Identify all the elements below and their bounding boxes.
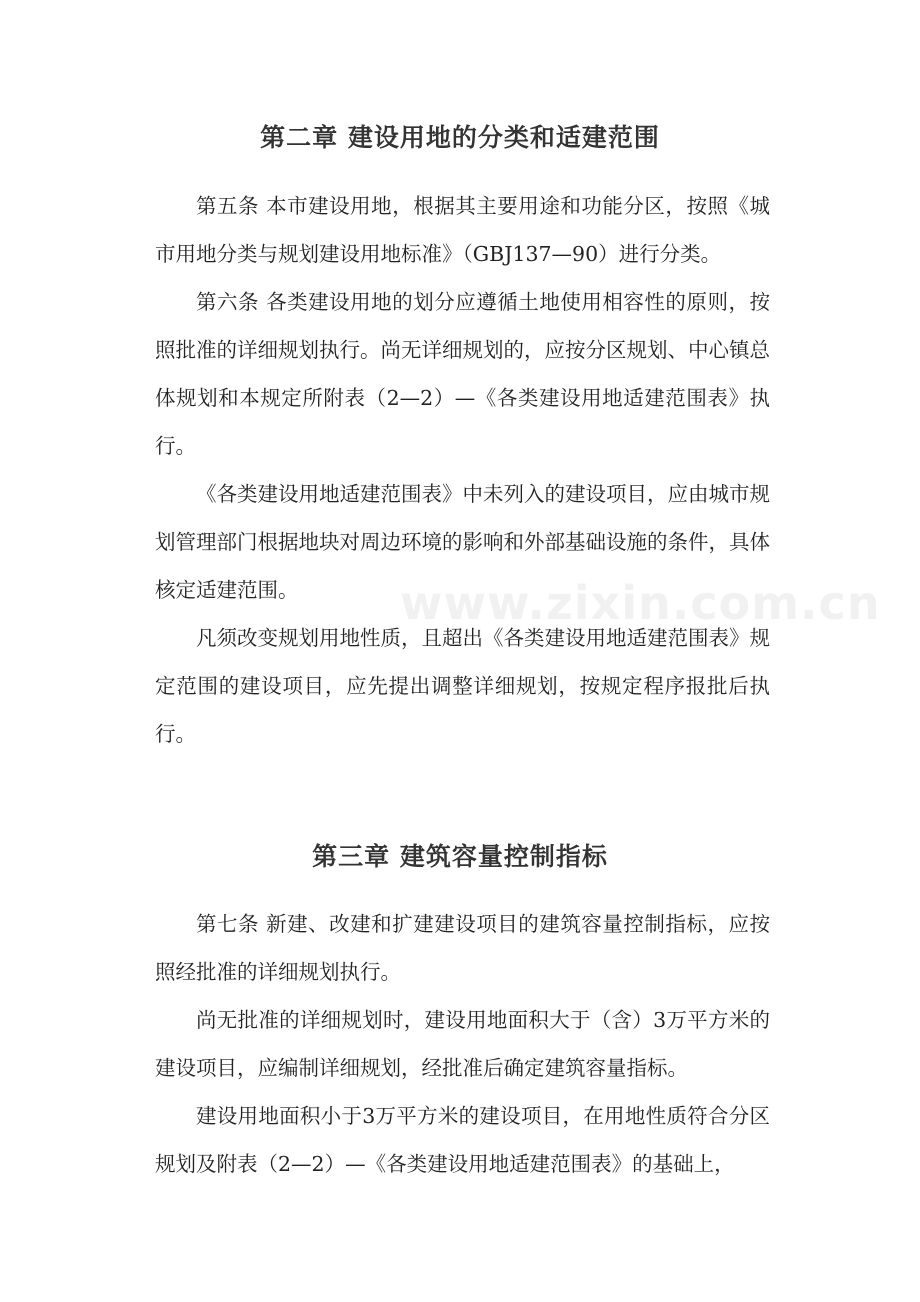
article-5-paragraph: 第五条 本市建设用地，根据其主要用途和功能分区，按照《城市用地分类与规划建设用地标准》（GBJ137—90）进行分类。 [155,194,770,266]
chapter-2-title: 第二章 建设用地的分类和适建范围 [260,123,660,152]
small-site-paragraph: 建设用地面积小于3万平方米的建设项目，在用地性质符合分区规划及附表（2—2）—《各类建设用地适建范围表》的基础上， [155,1104,770,1176]
large-site-paragraph: 尚无批准的详细规划时，建设用地面积大于（含）3万平方米的建设项目，应编制详细规划，经批准后确定建筑容量指标。 [155,1008,770,1080]
watermark-text: www.zixin.com.cn [400,576,881,630]
change-land-use-paragraph: 凡须改变规划用地性质，且超出《各类建设用地适建范围表》规定范围的建设项目，应先提出调整详细规划，按规定程序报批后执行。 [155,626,770,746]
article-6-paragraph: 第六条 各类建设用地的划分应遵循土地使用相容性的原则，按照批准的详细规划执行。尚无详细规划的，应按分区规划、中心镇总体规划和本规定所附表（2—2）—《各类建设用地适建范围表》执行。 [155,290,770,458]
article-7-paragraph: 第七条 新建、改建和扩建建设项目的建筑容量控制指标，应按照经批准的详细规划执行。 [155,912,770,984]
unlisted-projects-paragraph: 《各类建设用地适建范围表》中未列入的建设项目，应由城市规划管理部门根据地块对周边环境的影响和外部基础设施的条件，具体核定适建范围。 [155,482,770,602]
chapter-3-title: 第三章 建筑容量控制指标 [312,842,608,871]
